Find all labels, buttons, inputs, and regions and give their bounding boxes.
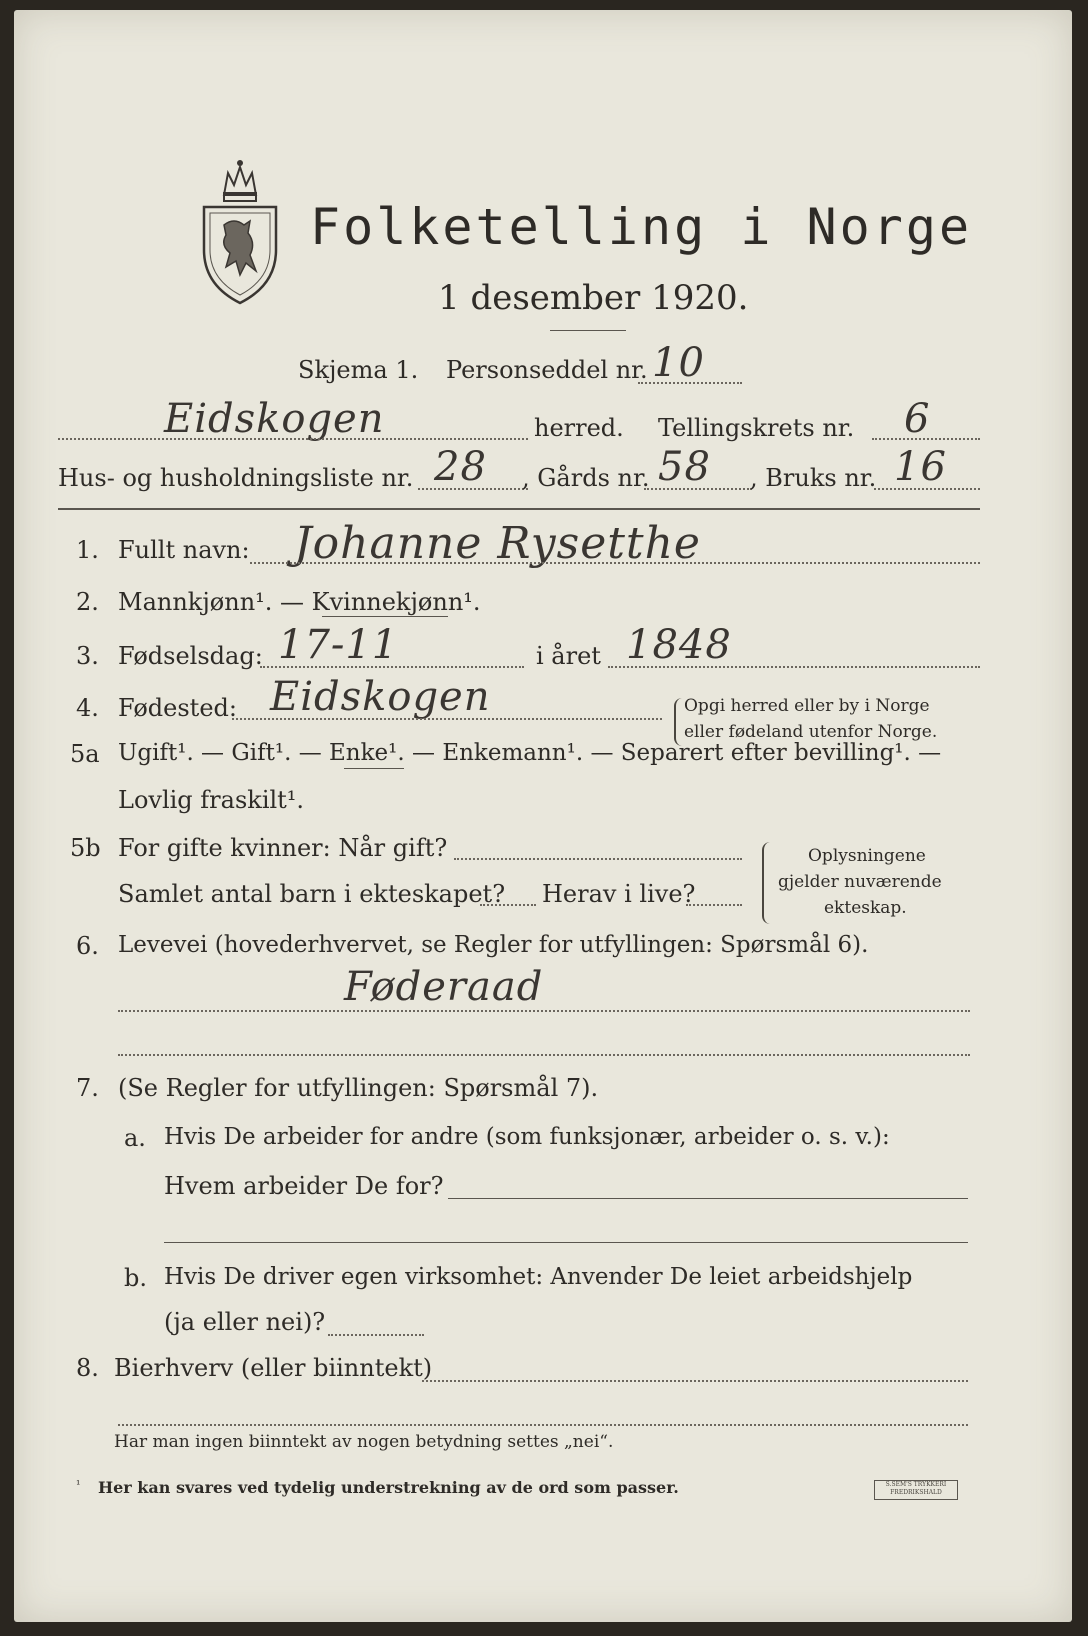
q5b-line2a: Samlet antal barn i ekteskapet? [118, 880, 506, 908]
q3-value: 17-11 [278, 622, 399, 668]
q4-line [232, 718, 662, 720]
q5b-alive-line [686, 904, 742, 906]
q5b-note-3: ekteskap. [824, 898, 907, 918]
tellingskrets-value: 6 [904, 396, 931, 442]
q5b-line1: For gifte kvinner: Når gift? [118, 834, 448, 862]
husholdning-line [418, 488, 528, 490]
printer-stamp [874, 1480, 958, 1500]
personseddel-label: Personseddel nr. [446, 356, 648, 384]
q6-label: Levevei (hovederhvervet, se Regler for utfyllingen: Spørsmål 6). [118, 932, 869, 958]
q8-label: Bierhverv (eller biinntekt) [114, 1354, 433, 1382]
tellingskrets-line [872, 438, 980, 440]
personseddel-line [638, 382, 742, 384]
q5a-line1: Ugift¹. — Gift¹. — Enke¹. — Enkemann¹. — Separert efter bevilling¹. — [118, 740, 942, 766]
q7b-line1: Hvis De driver egen virksomhet: Anvender De leiet arbeidshjelp [164, 1264, 913, 1290]
personseddel-value: 10 [652, 340, 705, 386]
q3-year-value: 1848 [626, 622, 732, 668]
q4-label: Fødested: [118, 694, 237, 722]
q5b-number: 5b [70, 834, 101, 862]
q7a-line-2 [164, 1242, 968, 1243]
biinntekt-note: Har man ingen biinntekt av nogen betydning settes „nei“. [114, 1432, 614, 1452]
q1-number: 1. [76, 536, 99, 564]
q3-line [260, 666, 524, 668]
header-rule [58, 508, 980, 510]
herred-value: Eidskogen [164, 396, 385, 442]
q7a-letter: a. [124, 1124, 146, 1152]
bruks-label: , Bruks nr. [750, 464, 877, 492]
census-form-sheet [14, 10, 1072, 1622]
q2-underline-kvinnekjonn [322, 616, 448, 617]
title-divider [550, 330, 626, 331]
herred-line [58, 438, 528, 440]
q4-note-1: Opgi herred eller by i Norge [684, 696, 930, 716]
q7a-line1: Hvis De arbeider for andre (som funksjonær, arbeider o. s. v.): [164, 1124, 890, 1150]
tellingskrets-label: Tellingskrets nr. [658, 414, 855, 442]
q5a-line2: Lovlig fraskilt¹. [118, 786, 305, 814]
q1-value: Johanne Rysetthe [294, 518, 701, 569]
q5b-line2b: Herav i live? [542, 880, 696, 908]
q5a-number: 5a [70, 740, 100, 768]
q7b-line [328, 1334, 424, 1336]
q2-number: 2. [76, 588, 99, 616]
bruks-value: 16 [894, 444, 947, 490]
skjema-label: Skjema 1. [298, 356, 419, 384]
q7a-line2: Hvem arbeider De for? [164, 1172, 444, 1200]
gards-line [644, 488, 752, 490]
q4-value: Eidskogen [270, 674, 491, 720]
q8-number: 8. [76, 1354, 99, 1382]
q6-number: 6. [76, 932, 99, 960]
q4-note-2: eller fødeland utenfor Norge. [684, 722, 938, 742]
husholdning-value: 28 [434, 444, 487, 490]
form-title: Folketelling i Norge [310, 198, 973, 256]
q8-line [422, 1380, 968, 1382]
q2-label: Mannkjønn¹. — Kvinnekjønn¹. [118, 588, 481, 616]
q8-line-2 [118, 1424, 968, 1426]
q7-number: 7. [76, 1074, 99, 1102]
footnote-mark: ¹ [76, 1478, 81, 1491]
herred-label: herred. [534, 414, 624, 442]
q7a-line [448, 1198, 968, 1199]
bruks-line [874, 488, 980, 490]
q6-line-2 [118, 1054, 970, 1056]
q5b-children-line [480, 904, 536, 906]
q4-brace [674, 698, 682, 746]
gards-value: 58 [658, 444, 711, 490]
footnote: Her kan svares ved tydelig understrekning av de ord som passer. [98, 1478, 679, 1497]
q7b-letter: b. [124, 1264, 147, 1292]
gards-label: , Gårds nr. [522, 464, 650, 492]
coat-of-arms-icon [194, 155, 286, 305]
q7-label: (Se Regler for utfyllingen: Spørsmål 7). [118, 1074, 599, 1102]
census-date: 1 desember 1920. [438, 278, 749, 318]
q1-line [250, 562, 980, 564]
printer-stamp-line2: FREDRIKSHALD [890, 1489, 942, 1496]
q5b-brace [762, 842, 770, 924]
q4-number: 4. [76, 694, 99, 722]
printer-stamp-line1: S.SEM'S TRYKKERI [885, 1481, 947, 1488]
q3-label: Fødselsdag: [118, 642, 263, 670]
q6-value: Føderaad [344, 964, 544, 1010]
q3-year-line [608, 666, 980, 668]
husholdning-label: Hus- og husholdningsliste nr. [58, 464, 414, 492]
q6-line-1 [118, 1010, 970, 1012]
q7b-line2: (ja eller nei)? [164, 1308, 326, 1336]
q5b-note-1: Oplysningene [808, 846, 926, 866]
q5b-note-2: gjelder nuværende [778, 872, 942, 892]
q3-number: 3. [76, 642, 99, 670]
q3-year-label: i året [536, 642, 601, 670]
q1-label: Fullt navn: [118, 536, 250, 564]
q5a-underline-enke [344, 768, 404, 769]
q5b-married-line [454, 858, 742, 860]
